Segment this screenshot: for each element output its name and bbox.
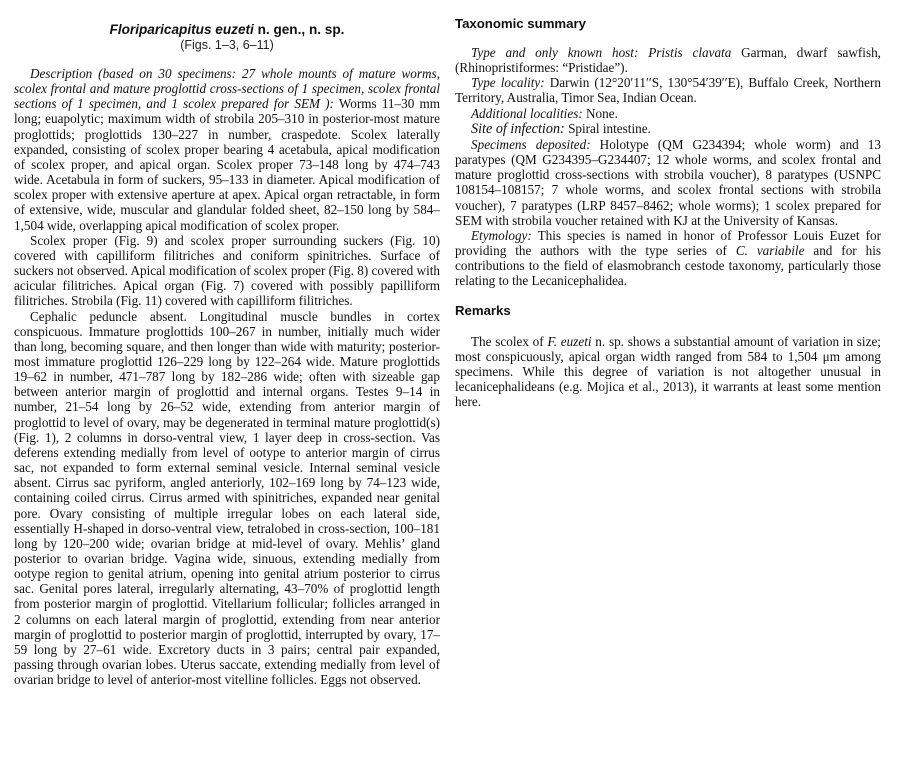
species-title [14,21,440,38]
species-name: Floriparicapitus euzeti [109,22,254,37]
locality-paragraph [455,75,881,105]
deposited-body: Holotype (QM G234394; whole worm) and 13 paratypes (QM G234395–G234407; 12 whole worms, and scolex frontal and mature proglottid cross-sections with strobila voucher), 8 paratypes (USNPC 108154–108157; 7 whole worms, and scolex frontal sections with strobila voucher), 7 paratypes (LRP 8457–8462; whole worms); 1 scolex prepared for SEM with strobila voucher retained with KJ at the University of Kansas. [455,136,881,228]
description-paragraph [14,66,440,233]
etymology-body-1: This species is named in honor of Professor Louis Euzet for providing the authors with the type series of [455,227,881,259]
etymology-paragraph [455,228,881,289]
additional-body: None. [582,105,618,121]
site-label: Site of infection: [471,120,565,137]
etymology-body-2: and for his contributions to the field of elasmobranch cestode taxonomy, particularly those relating to the Lecanicephalidea. [455,243,881,289]
host-label: Type and only known host: Pristis clavata [471,45,732,60]
species-title-suffix: n. gen., n. sp. [253,22,345,37]
additional-label: Additional localities: [471,105,583,121]
remarks-body-1: The scolex of [471,333,548,349]
description-lead: Description (based on 30 specimens: 27 whole mounts of mature worms, scolex frontal and mature proglottid cross-sections of 1 specimen, scolex frontal sections of 1 specimen, and 1 scolex prepared for SEM ): [14,66,440,112]
figure-reference: (Figs. 1–3, 6–11) [180,38,274,52]
host-body: Garman, dwarf sawfish, (Rhinopristiformes: “Pristidae”). [455,45,881,76]
host-paragraph [455,45,881,75]
etymology-label: Etymology: [471,227,532,243]
taxonomic-summary-heading: Taxonomic summary [455,16,586,31]
remarks-heading: Remarks [455,302,511,318]
description-body: Worms 11–30 mm long; euapolytic; maximum width of strobila 205–310 in posterior-most mature proglottids; proglottids 130–227 in number, craspedote. Scolex laterally expanded, consisting of scolex proper bearing 4 acetabula, apical modification of scolex proper, and apical organ. Scolex proper 73–148 long by 474–743 wide. Acetabula in form of suckers, 95–133 in diameter. Apical modification of scolex proper with extensive aperture at apex. Apical organ retractable, in form of extensive, wide, muscular and glandular folded sheet, 82–150 long by 584–1,504 wide, overlapping apical modification of scolex proper. [14,96,440,233]
locality-label: Type locality: [471,75,545,91]
right-column [455,0,881,409]
deposited-label: Specimens deposited: [471,136,591,152]
locality-body: Darwin (12°20′11′′S, 130°54′39′′E), Buffalo Creek, Northern Territory, Australia, Timor Sea, Indian Ocean. [455,75,881,106]
specimens-paragraph [455,137,881,228]
remarks-species: F. euzeti [547,333,592,349]
additional-localities-paragraph [455,106,881,121]
site-paragraph [455,121,881,137]
left-column [14,0,440,687]
species-title-block [14,21,440,53]
site-body: Spiral intestine. [564,120,651,136]
remarks-paragraph [455,334,881,410]
remarks-body-2: n. sp. shows a substantial amount of variation in size; most conspicuously, apical organ width ranged from 584 to 1,504 μm among specimens. While this degree of variation is not altogether unusual in lecanicephalideans (e.g. Mojica et al., 2013), it warrants at least some mention here. [455,333,881,410]
etymology-species: C. variabile [735,243,805,259]
anatomy-paragraph: Cephalic peduncle absent. Longitudinal muscle bundles in cortex conspicuous. Immature proglottids 100–267 in number, initially much wider than long, becoming square, and then longer than wide with maturity; posterior-most immature proglottid 126–229 long by 122–264 wide. Mature proglottids 19–62 in number, 471–787 long by 182–286 wide; often with sizeable gap between anterior margin of proglottid and internal organs. Testes 9–14 in number, 21–54 long by 26–52 wide, extending from anterior margin of proglottid to level of ovary, may be degenerated in terminal mature proglottid(s) (Fig. 1), 2 columns in dorso-ventral view, 1 layer deep in cross-section. Vas deferens extending medially from level of ootype to anterior margin of cirrus sac, not expanded to form external seminal vesicle. Internal seminal vesicle absent. Cirrus sac pyriform, angled anteriorly, 102–169 long by 74–123 wide, containing coiled cirrus. Cirrus armed with spinitriches, expanded near genital pore. Ovary consisting of multiple irregular lobes on each lateral side, essentially H-shaped in dorso-ventral view, tetralobed in cross-section, 100–181 long by 120–200 wide; ovarian bridge at mid-level of ovary. Mehlis’ gland posterior to ovarian bridge. Vagina wide, sinuous, extending medially from ootype region to genital atrium, opening into genital atrium posterior to cirrus sac. Genital pores lateral, irregularly alternating, 43–70% of proglottid length from posterior margin of proglottid. Vitellarium follicular; follicles arranged in 2 columns on each lateral margin of proglottid, extending from near anterior margin of proglottid to posterior margin of proglottid, interrupted by ovary, 17–59 long by 27–61 wide. Excretory ducts in 3 pairs; central pair expanded, passing through ovarian lobes. Uterus saccate, extending medially from level of ovarian bridge to level of anterior-most vitelline follicles. Eggs not observed. [14,308,440,688]
surface-paragraph: Scolex proper (Fig. 9) and scolex proper surrounding suckers (Fig. 10) covered with capilliform filitriches and coniform spinitriches. Surface of suckers not observed. Apical modification of scolex proper (Fig. 8) covered with acicular filitriches. Apical organ (Fig. 7) covered with possibly papilliform filitriches. Strobila (Fig. 11) covered with capilliform filitriches. [14,232,440,309]
